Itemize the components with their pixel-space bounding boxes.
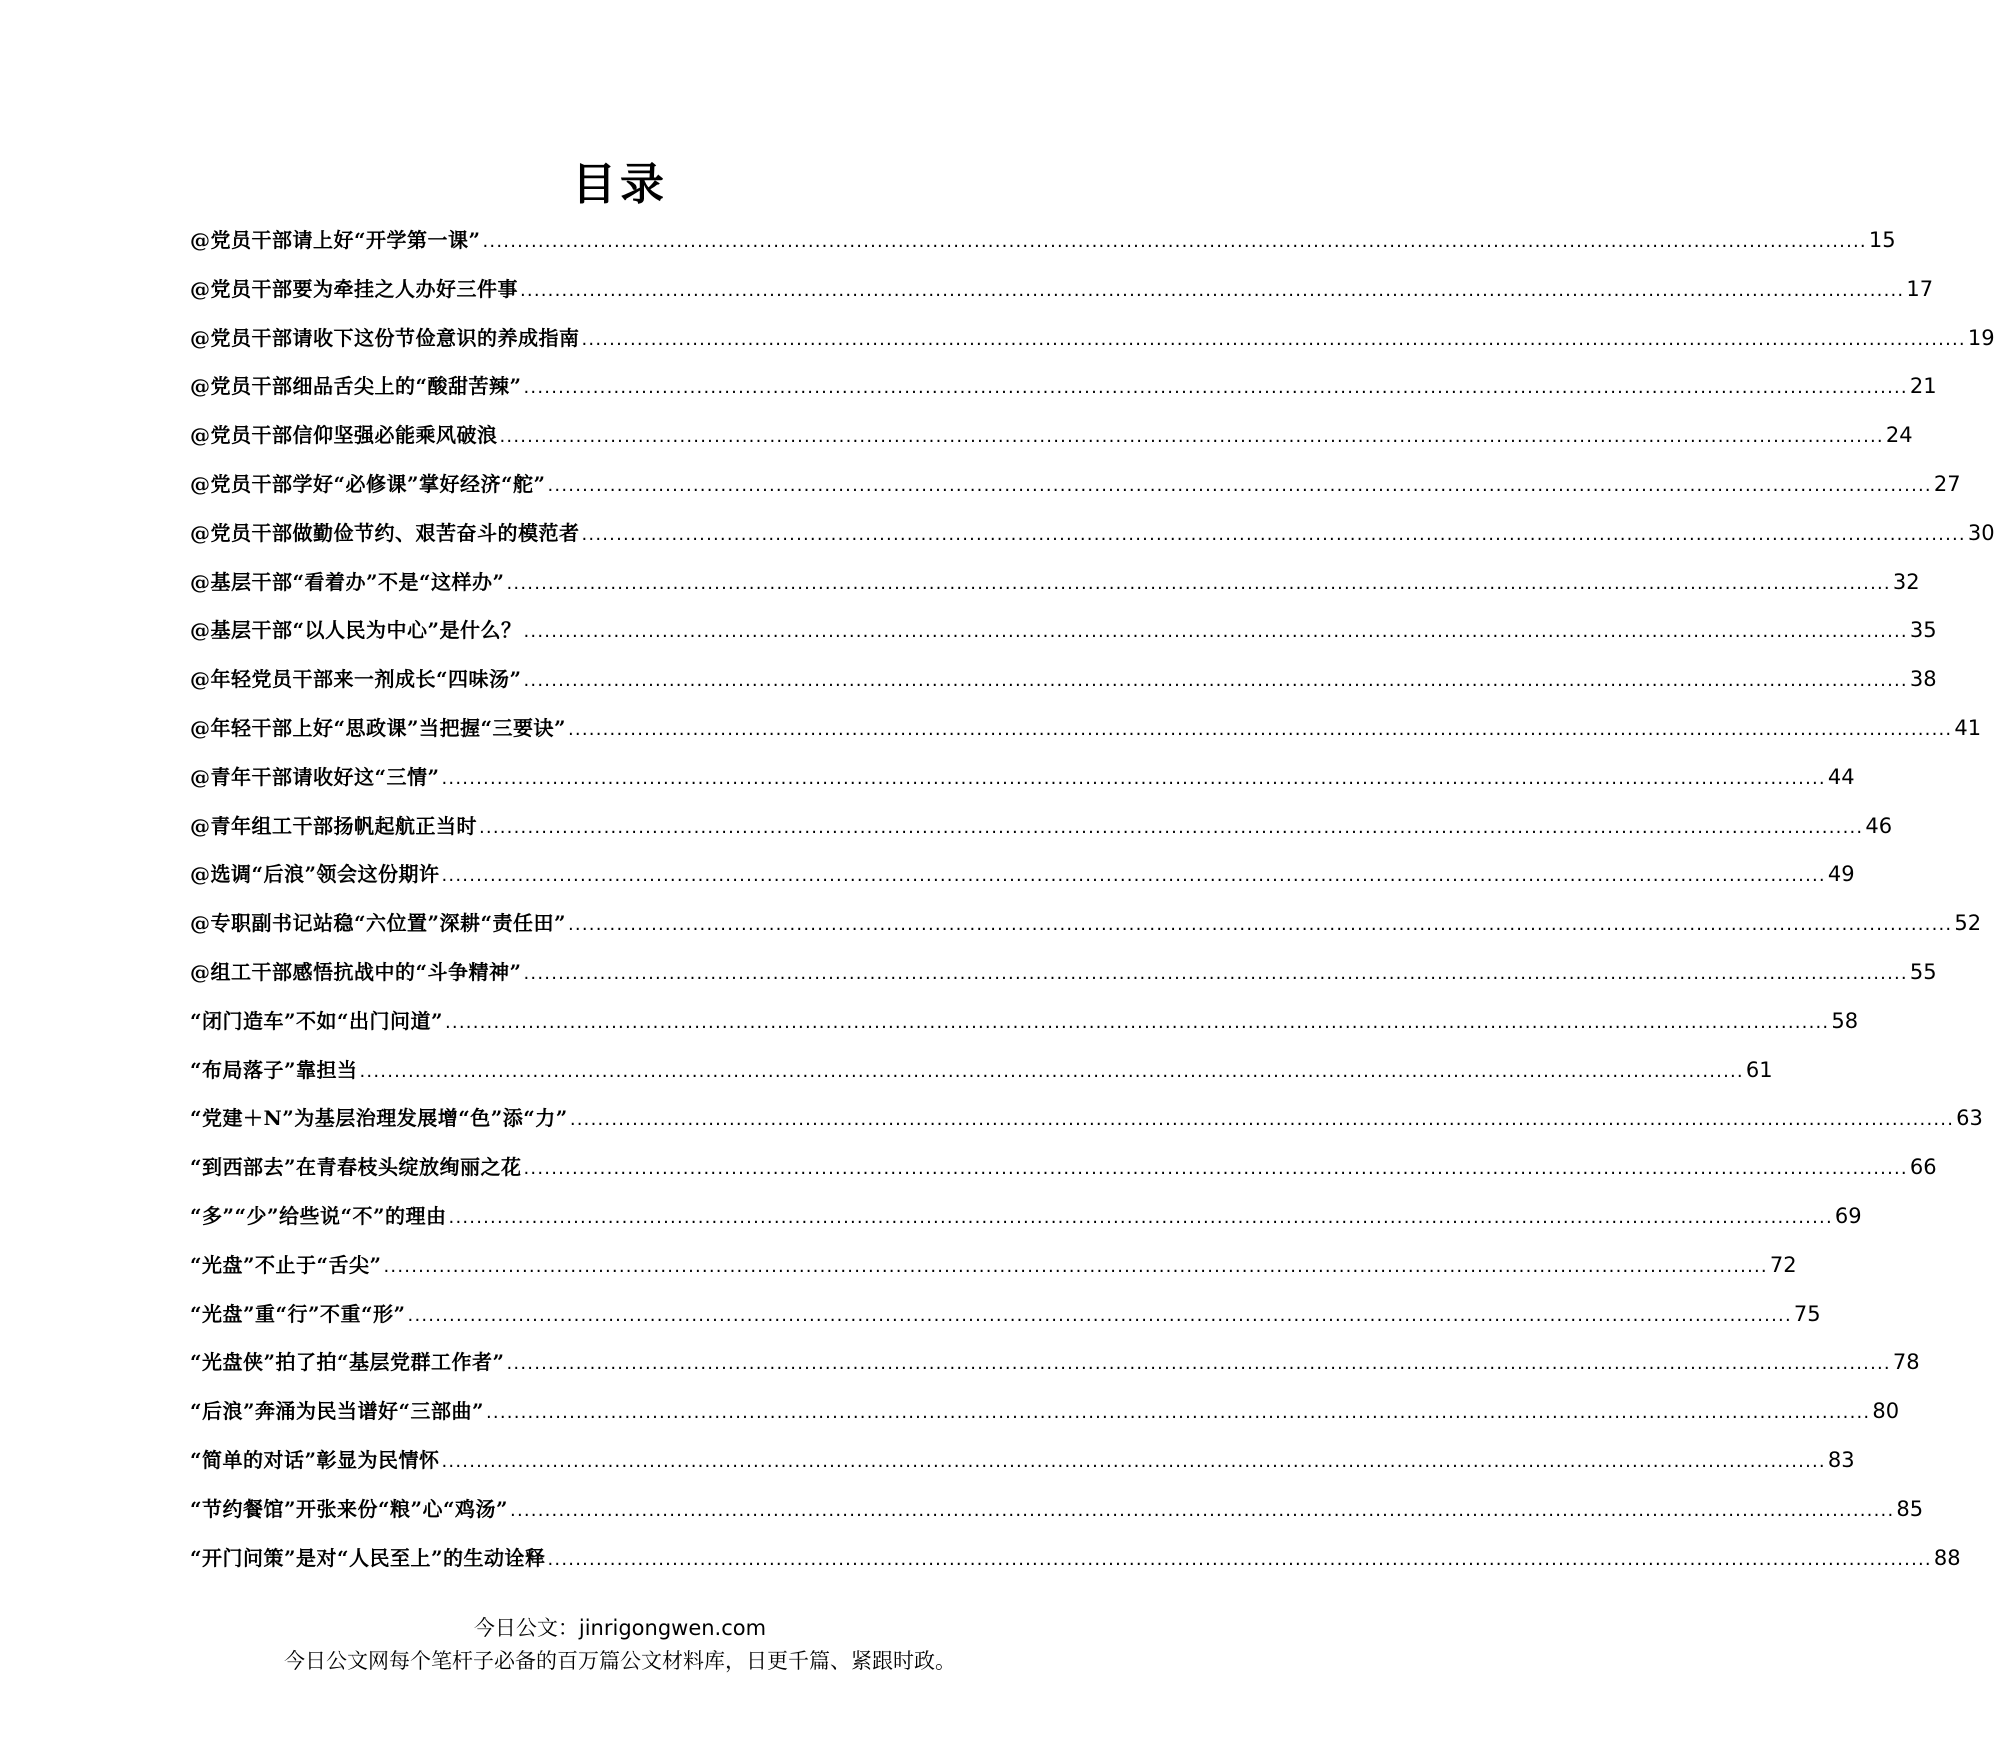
toc-entry-page: 52 xyxy=(1954,911,1982,936)
toc-entry-page: 21 xyxy=(1909,374,1937,399)
toc-entry-title: @组工干部感悟抗战中的“斗争精神” xyxy=(190,959,522,984)
toc-entry[interactable] xyxy=(190,753,1855,802)
toc-leader-dots: ........................................................................................................................................................................................................ xyxy=(523,962,1908,984)
toc-entry[interactable] xyxy=(190,1485,1924,1534)
toc-entry[interactable] xyxy=(190,1436,1855,1485)
toc-leader-dots: ........................................................................................................................................................................................................ xyxy=(520,279,1905,301)
toc-entry-page: 75 xyxy=(1793,1301,1821,1326)
toc-leader-dots: ........................................................................................................................................................................................................ xyxy=(547,474,1932,496)
toc-entry-page: 19 xyxy=(1967,325,1995,350)
toc-entry[interactable] xyxy=(190,362,1937,411)
toc-entry-title: @党员干部请上好“开学第一课” xyxy=(190,228,481,252)
toc-entry-page: 83 xyxy=(1827,1447,1855,1472)
toc-entry-page: 66 xyxy=(1909,1155,1937,1180)
toc-entry[interactable] xyxy=(190,1534,1961,1583)
toc-leader-dots: ........................................................................................................................................................................................................ xyxy=(523,1158,1908,1180)
toc-entry-title: @年轻干部上好“思政课”当把握“三要诀” xyxy=(190,715,567,740)
toc-entry-title: @专职副书记站稳“六位置”深耕“责任田” xyxy=(190,911,567,936)
toc-entry[interactable] xyxy=(190,802,1893,851)
toc-entry-title: “布局落子”靠担当 xyxy=(190,1057,358,1082)
toc-leader-dots: ........................................................................................................................................................................................................ xyxy=(581,523,1966,545)
toc-entry[interactable] xyxy=(190,1241,1797,1290)
toc-entry[interactable] xyxy=(190,655,1937,704)
toc-entry-page: 49 xyxy=(1827,862,1855,887)
toc-entry-page: 35 xyxy=(1909,618,1937,643)
page-title: 目录 xyxy=(572,159,668,210)
toc-entry-page: 85 xyxy=(1896,1496,1924,1521)
toc-entry-page: 69 xyxy=(1834,1203,1862,1228)
toc-entry[interactable] xyxy=(190,899,1982,948)
toc-entry-title: @基层干部“看着办”不是“这样办” xyxy=(190,569,505,594)
toc-leader-dots: ........................................................................................................................................................................................................ xyxy=(383,1255,1768,1277)
toc-entry[interactable] xyxy=(190,606,1937,655)
toc-leader-dots: ........................................................................................................................................................................................................ xyxy=(359,1060,1744,1082)
toc-entry[interactable] xyxy=(190,1387,1900,1436)
toc-entry[interactable] xyxy=(190,704,1982,753)
toc-entry-title: “后浪”奔涌为民当谱好“三部曲” xyxy=(190,1399,485,1424)
toc-entry-page: 55 xyxy=(1909,959,1937,984)
toc-entry-title: @选调“后浪”领会这份期许 xyxy=(190,862,440,887)
toc-entry-page: 46 xyxy=(1865,813,1893,838)
toc-entry-title: “简单的对话”彰显为民情怀 xyxy=(190,1447,440,1472)
toc-entry-page: 88 xyxy=(1933,1545,1961,1570)
toc-entry-page: 38 xyxy=(1909,667,1937,692)
toc-entry-title: @青年干部请收好这“三情” xyxy=(190,764,440,789)
toc-entry-page: 32 xyxy=(1892,569,1920,594)
toc-entry-page: 24 xyxy=(1885,423,1913,448)
toc-entry-title: @党员干部做勤俭节约、艰苦奋斗的模范者 xyxy=(190,520,580,545)
toc-entry-page: 27 xyxy=(1933,471,1961,496)
toc-leader-dots: ........................................................................................................................................................................................................ xyxy=(441,1450,1826,1472)
toc-entry-title: @党员干部学好“必修课”掌好经济“舵” xyxy=(190,471,546,496)
toc-leader-dots: ........................................................................................................................................................................................................ xyxy=(479,816,1864,838)
toc-entry[interactable] xyxy=(190,216,1896,265)
footer-site: 今日公文：jinrigongwen.com xyxy=(473,1616,767,1640)
toc-leader-dots: ........................................................................................................................................................................................................ xyxy=(523,621,1908,643)
toc-entry-page: 44 xyxy=(1827,764,1855,789)
toc-leader-dots: ........................................................................................................................................................................................................ xyxy=(506,572,1891,594)
toc-entry[interactable] xyxy=(190,314,1995,363)
toc-entry-title: “光盘侠”拍了拍“基层党群工作者” xyxy=(190,1350,505,1375)
toc-entry-title: @党员干部要为牵挂之人办好三件事 xyxy=(190,276,518,301)
toc-leader-dots: ........................................................................................................................................................................................................ xyxy=(581,328,1966,350)
toc-entry[interactable] xyxy=(190,1143,1937,1192)
toc-leader-dots: ........................................................................................................................................................................................................ xyxy=(506,1353,1891,1375)
toc-entry[interactable] xyxy=(190,997,1859,1046)
toc-leader-dots: ........................................................................................................................................................................................................ xyxy=(523,670,1908,692)
toc-entry[interactable] xyxy=(190,1094,1983,1143)
toc-entry-title: “多”“少”给些说“不”的理由 xyxy=(190,1203,447,1228)
toc-entry-page: 30 xyxy=(1967,520,1995,545)
toc-entry-page: 41 xyxy=(1954,715,1982,740)
toc-leader-dots: ........................................................................................................................................................................................................ xyxy=(441,865,1826,887)
toc-entry[interactable] xyxy=(190,1290,1821,1339)
toc-entry[interactable] xyxy=(190,265,1934,314)
toc-leader-dots: ........................................................................................................................................................................................................ xyxy=(523,377,1908,399)
toc-entry[interactable] xyxy=(190,509,1995,558)
toc-leader-dots: ........................................................................................................................................................................................................ xyxy=(510,1499,1895,1521)
table-of-contents xyxy=(190,216,1995,1582)
toc-entry[interactable] xyxy=(190,1338,1920,1387)
toc-entry-title: “光盘”不止于“舌尖” xyxy=(190,1252,382,1277)
toc-leader-dots: ........................................................................................................................................................................................................ xyxy=(407,1304,1792,1326)
footer-slogan: 今日公文网每个笔杆子必备的百万篇公文材料库，日更千篇、紧跟时政。 xyxy=(284,1649,956,1673)
toc-entry[interactable] xyxy=(190,411,1913,460)
toc-entry-title: @年轻党员干部来一剂成长“四味汤” xyxy=(190,667,522,692)
toc-entry-title: @党员干部信仰坚强必能乘风破浪 xyxy=(190,423,498,448)
toc-entry[interactable] xyxy=(190,1046,1773,1095)
toc-leader-dots: ........................................................................................................................................................................................................ xyxy=(445,1011,1830,1033)
toc-entry-page: 63 xyxy=(1956,1106,1983,1131)
toc-entry-page: 17 xyxy=(1906,276,1934,301)
toc-entry-title: @基层干部“以人民为中心”是什么？ xyxy=(190,618,522,643)
toc-entry-title: “闭门造车”不如“出门问道” xyxy=(190,1008,444,1033)
toc-entry-title: “光盘”重“行”不重“形” xyxy=(190,1301,406,1326)
toc-entry-title: @党员干部细品舌尖上的“酸甜苦辣” xyxy=(190,374,522,399)
toc-leader-dots: ........................................................................................................................................................................................................ xyxy=(441,767,1826,789)
toc-entry-title: “党建＋N”为基层治理发展增“色”添“力” xyxy=(190,1106,568,1131)
toc-entry[interactable] xyxy=(190,1192,1862,1241)
toc-leader-dots: ........................................................................................................................................................................................................ xyxy=(569,1109,1955,1131)
toc-entry[interactable] xyxy=(190,558,1920,607)
toc-leader-dots: ........................................................................................................................................................................................................ xyxy=(568,914,1953,936)
toc-entry-page: 80 xyxy=(1872,1399,1900,1424)
toc-leader-dots: ........................................................................................................................................................................................................ xyxy=(547,1548,1932,1570)
toc-leader-dots: ........................................................................................................................................................................................................ xyxy=(499,426,1884,448)
toc-leader-dots: ........................................................................................................................................................................................................ xyxy=(486,1402,1871,1424)
toc-entry-title: “节约餐馆”开张来份“粮”心“鸡汤” xyxy=(190,1496,509,1521)
toc-entry[interactable] xyxy=(190,948,1937,997)
toc-entry-page: 72 xyxy=(1769,1252,1797,1277)
toc-entry[interactable] xyxy=(190,850,1855,899)
toc-entry[interactable] xyxy=(190,460,1961,509)
toc-entry-page: 58 xyxy=(1831,1008,1859,1033)
toc-entry-title: @党员干部请收下这份节俭意识的养成指南 xyxy=(190,325,580,350)
toc-entry-title: “开门问策”是对“人民至上”的生动诠释 xyxy=(190,1545,546,1570)
toc-entry-page: 61 xyxy=(1745,1057,1773,1082)
toc-entry-page: 15 xyxy=(1868,228,1896,252)
toc-entry-page: 78 xyxy=(1892,1350,1920,1375)
toc-leader-dots: ........................................................................................................................................................................................................ xyxy=(482,231,1867,252)
toc-entry-title: “到西部去”在青春枝头绽放绚丽之花 xyxy=(190,1155,522,1180)
toc-leader-dots: ........................................................................................................................................................................................................ xyxy=(448,1206,1833,1228)
toc-entry-title: @青年组工干部扬帆起航正当时 xyxy=(190,813,477,838)
toc-leader-dots: ........................................................................................................................................................................................................ xyxy=(568,718,1953,740)
